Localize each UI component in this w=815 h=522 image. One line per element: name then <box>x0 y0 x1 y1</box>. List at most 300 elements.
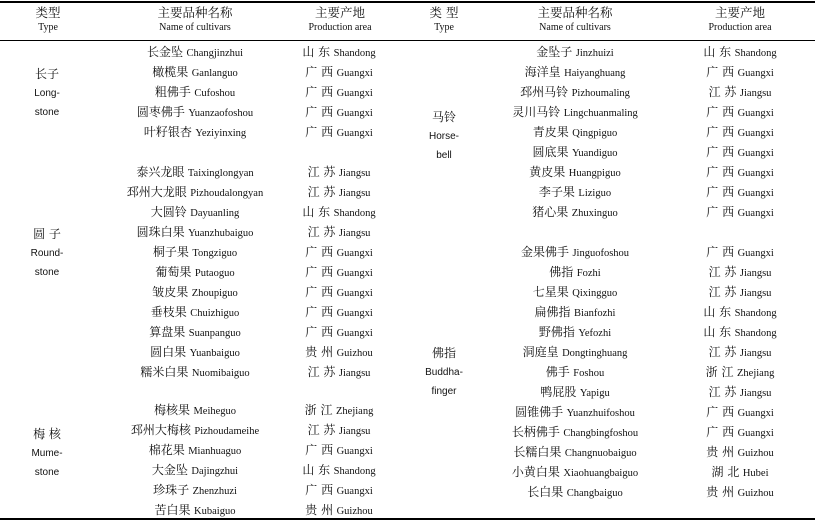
cultivar-cn: 棉花果 <box>148 443 185 457</box>
production-area-right-15 <box>709 342 772 364</box>
cultivar-en: Dongtinghuang <box>562 348 628 359</box>
cultivar-cn: 珍珠子 <box>153 483 190 497</box>
area-cn: 江 苏 <box>307 423 336 437</box>
area-cn: 广 西 <box>706 105 735 119</box>
cultivar-name-left-3 <box>155 82 235 104</box>
area-en: Guangxi <box>737 408 774 419</box>
cultivar-en: Changbaiguo <box>566 488 623 499</box>
cultivar-cn: 海洋皇 <box>524 65 561 79</box>
cultivar-name-left-9 <box>137 222 254 244</box>
area-cn: 广 西 <box>706 425 735 439</box>
area-cn: 广 西 <box>305 325 334 339</box>
cultivar-en: Putaoguo <box>194 268 235 279</box>
production-area-right-1 <box>703 42 776 64</box>
cultivar-cn: 叶籽银杏 <box>143 125 192 139</box>
cultivar-en: Taixinglongyan <box>187 168 254 179</box>
cultivar-name-right-19 <box>512 422 638 444</box>
cultivar-en: Chuizhiguo <box>190 308 240 319</box>
cultivar-name-right-1 <box>536 42 613 64</box>
cultivar-en: Qingpiguo <box>572 128 618 139</box>
type-group-left-1 <box>34 64 60 122</box>
cultivar-en: Lingchuanmaling <box>563 108 638 119</box>
area-cn: 贵 州 <box>305 345 334 359</box>
cultivar-en: Jinzhuizi <box>575 48 614 59</box>
cultivar-cn: 七星果 <box>532 285 569 299</box>
cultivar-name-left-4 <box>137 102 253 124</box>
cultivar-cn: 邳州大梅核 <box>130 423 191 437</box>
table-header-rule <box>0 40 815 41</box>
area-en: Shandong <box>333 208 376 219</box>
cultivar-en: Dajingzhui <box>191 466 239 477</box>
area-cn: 江 苏 <box>708 385 737 399</box>
area-en: Jiangsu <box>338 368 371 379</box>
type-label-cn: 长子 <box>34 67 60 81</box>
area-en: Jiangsu <box>338 228 371 239</box>
cultivar-name-left-17 <box>154 400 236 422</box>
cultivar-cn: 皱皮果 <box>152 285 189 299</box>
production-area-right-17 <box>709 382 772 404</box>
cultivar-en: Changnuobaiguo <box>564 448 637 459</box>
cultivar-cn: 大金坠 <box>151 463 188 477</box>
header-type-left <box>20 5 76 35</box>
production-area-right-7 <box>706 162 774 184</box>
cultivar-name-right-17 <box>540 382 609 404</box>
area-cn: 山 东 <box>703 325 732 339</box>
area-cn: 山 东 <box>703 305 732 319</box>
header-name-cn: 主要品种名称 <box>157 5 233 20</box>
cultivar-en: Pizhoudameihe <box>194 426 260 437</box>
production-area-right-10 <box>706 242 774 264</box>
area-cn: 江 苏 <box>708 345 737 359</box>
cultivar-cn: 圆珠白果 <box>136 225 185 239</box>
production-area-right-16 <box>706 362 775 384</box>
type-group-left-2 <box>31 224 64 282</box>
production-area-left-16 <box>308 362 371 384</box>
cultivar-name-left-21 <box>153 480 237 502</box>
cultivar-cn: 粗佛手 <box>154 85 191 99</box>
production-area-left-14 <box>305 322 373 344</box>
area-en: Guangxi <box>737 188 774 199</box>
cultivar-name-left-18 <box>131 420 259 442</box>
type-label-cn: 佛指 <box>431 346 456 360</box>
type-group-right-2 <box>425 343 463 401</box>
area-en: Guangxi <box>336 288 373 299</box>
cultivar-en: Mianhuaguo <box>188 446 242 457</box>
area-en: Guangxi <box>336 308 373 319</box>
cultivar-en: Yuanzhubaiguo <box>188 228 254 239</box>
production-area-right-9 <box>706 202 774 224</box>
cultivar-en: Xiaohuangbaiguo <box>563 468 639 479</box>
cultivar-cn: 鸭屁股 <box>540 385 577 399</box>
area-cn: 贵 州 <box>706 445 735 459</box>
area-cn: 江 苏 <box>307 165 336 179</box>
area-en: Guangxi <box>336 248 373 259</box>
production-area-left-20 <box>302 460 375 482</box>
cultivar-cn: 垂枝果 <box>150 305 187 319</box>
area-en: Guangxi <box>737 128 774 139</box>
cultivar-cn: 猪心果 <box>532 205 569 219</box>
area-cn: 广 西 <box>305 245 334 259</box>
type-label-en1: Mume- <box>31 448 63 459</box>
cultivar-en: Jinguofoshou <box>572 248 630 259</box>
production-area-left-12 <box>305 282 373 304</box>
cultivar-cn: 邳州马铃 <box>520 85 569 99</box>
cultivar-cn: 金坠子 <box>536 45 573 59</box>
area-cn: 广 西 <box>305 105 334 119</box>
header-name-left <box>110 5 280 35</box>
cultivar-name-left-13 <box>151 302 240 324</box>
production-area-left-22 <box>305 500 373 522</box>
production-area-left-5 <box>305 122 373 144</box>
header-type-en: Type <box>38 22 58 33</box>
header-name-right <box>490 5 660 35</box>
type-label-en2: stone <box>34 467 60 478</box>
cultivar-cn: 圆枣佛手 <box>136 105 185 119</box>
cultivar-cn: 圆白果 <box>150 345 187 359</box>
table-top-rule <box>0 1 815 3</box>
area-en: Jiangsu <box>739 268 772 279</box>
cultivar-name-right-16 <box>546 362 604 384</box>
cultivar-cn: 大圆铃 <box>150 205 187 219</box>
header-type2-cn: 类 型 <box>429 5 459 20</box>
area-en: Jiangsu <box>739 288 772 299</box>
cultivar-en: Yuandiguo <box>572 148 618 159</box>
production-area-right-13 <box>703 302 776 324</box>
cultivar-cn: 算盘果 <box>149 325 186 339</box>
area-en: Guizhou <box>336 348 373 359</box>
cultivar-name-left-20 <box>152 460 238 482</box>
cultivar-en: Nuomibaiguo <box>191 368 250 379</box>
cultivar-cn: 扁佛指 <box>534 305 571 319</box>
cultivar-cn: 圆锥佛手 <box>515 405 564 419</box>
production-area-left-9 <box>308 222 371 244</box>
area-cn: 广 西 <box>305 483 334 497</box>
cultivar-cn: 邳州大龙眼 <box>126 185 187 199</box>
type-label-cn: 马铃 <box>431 110 457 124</box>
cultivar-en: Pizhoudalongyan <box>190 188 264 199</box>
cultivar-name-left-16 <box>140 362 249 384</box>
cultivar-name-right-20 <box>513 442 636 464</box>
cultivar-cn: 圆底果 <box>532 145 569 159</box>
cultivar-en: Dayuanling <box>190 208 240 219</box>
area-en: Guangxi <box>737 428 774 439</box>
cultivar-cn: 灵川马铃 <box>512 105 561 119</box>
area-cn: 浙 江 <box>304 403 333 417</box>
cultivar-name-right-5 <box>533 122 617 144</box>
cultivar-name-right-9 <box>532 202 618 224</box>
area-cn: 江 苏 <box>307 225 336 239</box>
header-type2-en: Type <box>434 22 454 33</box>
area-cn: 广 西 <box>706 185 735 199</box>
cultivar-en: Kubaiguo <box>194 506 236 517</box>
production-area-right-21 <box>712 462 769 484</box>
area-cn: 广 西 <box>706 125 735 139</box>
area-en: Guangxi <box>737 148 774 159</box>
cultivar-cn: 长柄佛手 <box>511 425 560 439</box>
production-area-left-18 <box>308 420 371 442</box>
production-area-right-14 <box>703 322 776 344</box>
cultivar-en: Foshou <box>573 368 605 379</box>
production-area-left-8 <box>302 202 375 224</box>
area-cn: 广 西 <box>706 145 735 159</box>
cultivar-en: Zhenzhuzi <box>192 486 237 497</box>
cultivar-cn: 小黄白果 <box>511 465 560 479</box>
production-area-left-21 <box>305 480 373 502</box>
production-area-left-19 <box>305 440 373 462</box>
cultivar-cn: 金果佛手 <box>520 245 569 259</box>
area-cn: 广 西 <box>305 85 334 99</box>
cultivar-cn: 糯米白果 <box>140 365 189 379</box>
cultivar-en: Zhuxinguo <box>571 208 618 219</box>
cultivar-name-right-13 <box>535 302 616 324</box>
area-cn: 广 西 <box>305 305 334 319</box>
area-en: Shandong <box>734 308 777 319</box>
cultivar-cn: 泰兴龙眼 <box>136 165 185 179</box>
area-cn: 广 西 <box>305 285 334 299</box>
area-en: Shandong <box>333 48 376 59</box>
table-bottom-rule <box>0 518 815 520</box>
header-area-left <box>290 5 390 35</box>
production-area-left-1 <box>302 42 375 64</box>
production-area-right-6 <box>706 142 774 164</box>
cultivar-cn: 野佛指 <box>538 325 575 339</box>
area-cn: 山 东 <box>703 45 732 59</box>
cultivar-cn: 李子果 <box>538 185 575 199</box>
area-cn: 广 西 <box>305 443 334 457</box>
type-label-cn: 圆 子 <box>33 227 61 241</box>
area-en: Guangxi <box>336 446 373 457</box>
area-en: Guangxi <box>336 486 373 497</box>
area-en: Guangxi <box>336 268 373 279</box>
area-en: Guangxi <box>737 68 774 79</box>
cultivar-name-right-8 <box>539 182 611 204</box>
area-en: Guangxi <box>336 128 373 139</box>
header-area-cn: 主要产地 <box>314 5 365 20</box>
area-en: Shandong <box>734 48 777 59</box>
area-cn: 江 苏 <box>708 265 737 279</box>
area-en: Jiangsu <box>739 348 772 359</box>
header-type-cn: 类型 <box>35 5 61 20</box>
cultivar-cn: 黄皮果 <box>529 165 566 179</box>
area-cn: 山 东 <box>302 463 331 477</box>
cultivar-en: Yefozhi <box>578 328 612 339</box>
area-en: Jiangsu <box>739 388 772 399</box>
cultivar-en: Qixingguo <box>572 288 618 299</box>
area-cn: 广 西 <box>706 65 735 79</box>
type-label-en2: finger <box>431 386 457 397</box>
cultivar-name-right-21 <box>512 462 638 484</box>
production-area-left-7 <box>308 182 371 204</box>
area-en: Guangxi <box>336 328 373 339</box>
cultivar-en: Haiyanghuang <box>564 68 626 79</box>
production-area-right-4 <box>706 102 774 124</box>
cultivar-en: Yuanbaiguo <box>189 348 240 359</box>
cultivar-cn: 长白果 <box>527 485 564 499</box>
area-en: Jiangsu <box>338 188 371 199</box>
cultivar-name-left-2 <box>152 62 238 84</box>
type-label-en1: Horse- <box>428 131 460 142</box>
type-label-cn: 梅 核 <box>33 427 61 441</box>
production-area-right-5 <box>706 122 774 144</box>
cultivar-cn: 梅核果 <box>153 403 190 417</box>
cultivar-en: Cufoshou <box>194 88 236 99</box>
area-en: Zhejiang <box>336 406 374 417</box>
type-label-en1: Round- <box>30 248 64 259</box>
production-area-left-10 <box>305 242 373 264</box>
cultivar-name-right-4 <box>512 102 638 124</box>
area-en: Guangxi <box>737 208 774 219</box>
cultivar-name-left-10 <box>153 242 237 264</box>
cultivar-cn: 佛指 <box>549 265 574 279</box>
type-group-left-3 <box>31 424 62 482</box>
type-label-en2: stone <box>34 107 60 118</box>
area-en: Guangxi <box>336 68 373 79</box>
cultivar-name-left-12 <box>152 282 238 304</box>
area-cn: 江 苏 <box>307 365 336 379</box>
header-name2-en: Name of cultivars <box>539 22 611 33</box>
area-cn: 贵 州 <box>706 485 735 499</box>
cultivar-name-left-22 <box>155 500 236 522</box>
cultivar-name-right-7 <box>529 162 620 184</box>
area-en: Guangxi <box>336 88 373 99</box>
area-en: Guizhou <box>336 506 373 517</box>
area-en: Guizhou <box>737 448 774 459</box>
cultivar-en: Yuanzaofoshou <box>188 108 254 119</box>
cultivar-en: Yapigu <box>579 388 610 399</box>
cultivar-name-right-14 <box>539 322 611 344</box>
type-label-en1: Buddha- <box>425 367 463 378</box>
cultivar-cn: 洞庭皇 <box>522 345 559 359</box>
cultivar-name-left-11 <box>155 262 234 284</box>
area-en: Guangxi <box>336 108 373 119</box>
area-cn: 广 西 <box>706 205 735 219</box>
header-type-right <box>416 5 472 35</box>
production-area-right-19 <box>706 422 774 444</box>
cultivar-en: Suanpanguo <box>188 328 241 339</box>
cultivar-name-left-8 <box>151 202 240 224</box>
header-name2-cn: 主要品种名称 <box>537 5 613 20</box>
cultivar-name-left-14 <box>149 322 240 344</box>
cultivar-name-right-6 <box>532 142 617 164</box>
header-area-right <box>690 5 790 35</box>
production-area-left-11 <box>305 262 373 284</box>
cultivar-en: Changbingfoshou <box>563 428 639 439</box>
production-area-left-2 <box>305 62 373 84</box>
area-en: Guangxi <box>737 168 774 179</box>
type-label-en2: bell <box>436 150 452 161</box>
cultivar-en: Pizhoumaling <box>571 88 630 99</box>
cultivar-en: Yuanzhuifoshou <box>566 408 635 419</box>
area-en: Zhejiang <box>737 368 775 379</box>
production-area-right-22 <box>706 482 774 504</box>
area-cn: 山 东 <box>302 45 331 59</box>
area-en: Jiangsu <box>338 168 371 179</box>
cultivar-en: Bianfozhi <box>574 308 616 319</box>
header-area2-en: Production area <box>708 22 772 33</box>
cultivar-name-right-15 <box>523 342 628 364</box>
type-label-en1: Long- <box>34 88 60 99</box>
cultivar-cn: 佛手 <box>545 365 570 379</box>
cultivar-name-left-19 <box>149 440 242 462</box>
cultivar-name-right-22 <box>527 482 623 504</box>
area-en: Guangxi <box>737 248 774 259</box>
cultivar-en: Zhoupiguo <box>191 288 238 299</box>
type-label-en2: stone <box>34 267 60 278</box>
production-area-right-20 <box>706 442 774 464</box>
production-area-right-12 <box>709 282 772 304</box>
production-area-right-11 <box>709 262 772 284</box>
production-area-left-13 <box>305 302 373 324</box>
cultivar-en: Tongziguo <box>192 248 238 259</box>
cultivar-cn: 桐子果 <box>152 245 189 259</box>
cultivar-en: Liziguo <box>578 188 612 199</box>
cultivar-name-left-1 <box>147 42 243 64</box>
production-area-right-8 <box>706 182 774 204</box>
cultivar-name-right-18 <box>515 402 635 424</box>
cultivar-name-left-7 <box>127 182 263 204</box>
area-cn: 广 西 <box>706 405 735 419</box>
production-area-left-6 <box>308 162 371 184</box>
cultivar-name-left-5 <box>144 122 246 144</box>
area-cn: 山 东 <box>302 205 331 219</box>
area-cn: 广 西 <box>706 245 735 259</box>
cultivar-name-right-12 <box>533 282 617 304</box>
area-cn: 江 苏 <box>708 285 737 299</box>
cultivar-name-right-11 <box>549 262 600 284</box>
production-area-left-17 <box>305 400 374 422</box>
production-area-left-4 <box>305 102 373 124</box>
header-name-en: Name of cultivars <box>159 22 231 33</box>
cultivar-name-right-3 <box>520 82 630 104</box>
area-cn: 广 西 <box>305 65 334 79</box>
cultivar-en: Changjinzhui <box>186 48 244 59</box>
header-area2-cn: 主要产地 <box>714 5 765 20</box>
area-en: Jiangsu <box>739 88 772 99</box>
area-en: Hubei <box>742 468 769 479</box>
cultivar-cn: 苦白果 <box>154 503 191 517</box>
production-area-right-2 <box>706 62 774 84</box>
cultivar-cn: 长糯白果 <box>513 445 562 459</box>
production-area-right-18 <box>706 402 774 424</box>
area-cn: 广 西 <box>706 165 735 179</box>
header-area-en: Production area <box>308 22 372 33</box>
production-area-right-3 <box>709 82 772 104</box>
area-cn: 广 西 <box>305 125 334 139</box>
area-en: Shandong <box>333 466 376 477</box>
cultivar-name-right-2 <box>525 62 626 84</box>
cultivar-name-left-15 <box>150 342 240 364</box>
cultivar-en: Fozhi <box>576 268 601 279</box>
cultivar-en: Meiheguo <box>193 406 237 417</box>
cultivar-cn: 橄榄果 <box>152 65 189 79</box>
area-cn: 江 苏 <box>708 85 737 99</box>
area-cn: 江 苏 <box>307 185 336 199</box>
type-group-right-1 <box>429 107 459 165</box>
area-en: Guangxi <box>737 108 774 119</box>
production-area-left-15 <box>305 342 373 364</box>
area-en: Guizhou <box>737 488 774 499</box>
cultivar-name-right-10 <box>521 242 629 264</box>
cultivar-cn: 青皮果 <box>532 125 569 139</box>
area-cn: 贵 州 <box>305 503 334 517</box>
area-cn: 湖 北 <box>711 465 740 479</box>
area-en: Jiangsu <box>338 426 371 437</box>
cultivar-en: Yeziyinxing <box>195 128 247 139</box>
cultivar-en: Ganlanguo <box>191 68 238 79</box>
area-en: Shandong <box>734 328 777 339</box>
cultivar-cn: 长金坠 <box>146 45 183 59</box>
cultivar-en: Huangpiguo <box>568 168 621 179</box>
